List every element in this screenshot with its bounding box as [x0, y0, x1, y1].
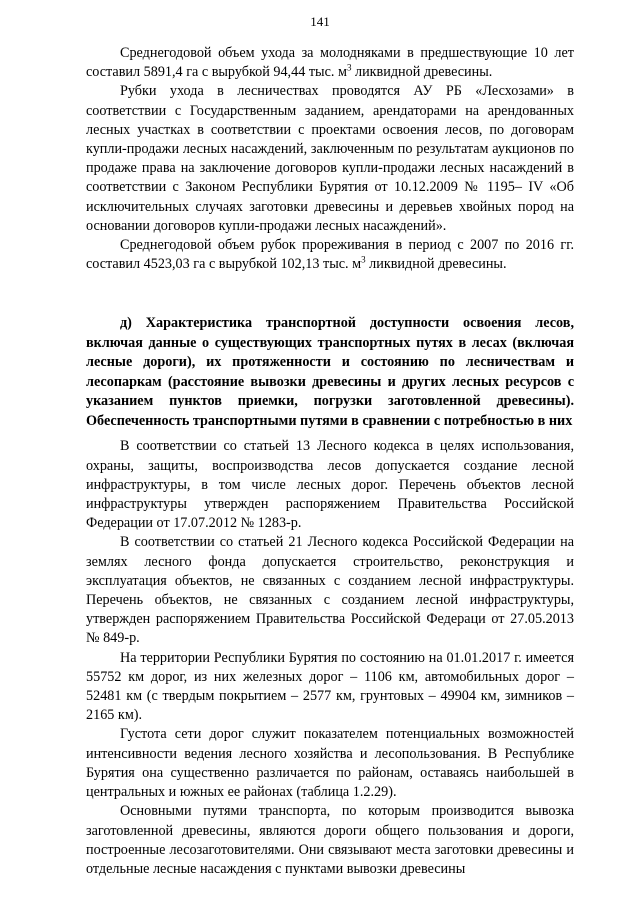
paragraph-text: ликвидной древесины.	[365, 256, 507, 273]
superscript: 3	[361, 254, 366, 265]
paragraph-text: Среднегодовой объем рубок прореживания в период с 2007 по 2016 гг. составил 4523,03 га с вырубкой 102,13 тыс. м	[86, 237, 574, 273]
section-heading: д) Характеристика транспортной доступности освоения лесов, включая данные о существующих транспортных путях в лесах (включая лесные дороги), их протяженности и состоянию по лесничествам и лесопаркам (расстояние вывозки древесины и других лесных ресурсов с указанием пунктов приемки, погрузки заготовленной древесины). Обеспеченность транспортными путями в сравнении с потребностью в них	[86, 315, 574, 429]
page-number: 141	[310, 14, 330, 29]
paragraph-thinning-volume	[86, 236, 574, 274]
page-content	[86, 44, 574, 879]
paragraph-text: Среднегодовой объем ухода за молодняками в предшествующие 10 лет составил 5891,4 га с вырубкой 94,44 тыс. м	[86, 45, 574, 81]
paragraph-road-statistics: На территории Республики Бурятия по состоянию на 01.01.2017 г. имеется 55752 км дорог, из них железных дорог – 1106 км, автомобильных дорог – 52481 км (с твердым покрытием – 2577 км, грунтовых – 49904 км, зимников – 2165 км).	[86, 649, 574, 724]
paragraph-transport-routes: Основными путями транспорта, по которым производится вывозка заготовленной древесины, являются дороги общего пользования и дороги, построенные лесозаготовителями. Они связывают места заготовки древесины и отдельные лесные насаждения с пунктами вывозки древесины	[86, 803, 574, 877]
paragraph-text: ликвидной древесины.	[351, 64, 493, 81]
paragraph-youth-care-volume	[86, 44, 574, 82]
paragraph-care-cuttings: Рубки ухода в лесничествах проводятся АУ РБ «Лесхозами» в соответствии с Государственным заданием, арендаторами на арендованных лесных участках в соответствии с проектами освоения лесов, по договорам купли-продажи лесных насаждений, заключенным по результатам аукционов по продаже права на заключение договоров купли-продажи лесных насаждений в соответствии с Законом Республики Бурятия от 10.12.2009 № 1195– IV «Об исключительных случаях заготовки древесины и деревьев хвойных пород на основании договоров купли-продажи лесных насаждений».	[86, 83, 574, 234]
paragraph-forest-code-article-21: В соответствии со статьей 21 Лесного кодекса Российской Федерации на землях лесного фонда допускается строительство, реконструкция и эксплуатация объектов, не связанных с созданием лесной инфраструктуры. Перечень объектов, не связанных с созданием лесной инфраструктуры, утвержден распоряжением Правительства Российской Федераци от 27.05.2013 № 849-р.	[86, 534, 574, 647]
paragraph-road-density: Густота сети дорог служит показателем потенциальных возможностей интенсивности ведения лесного хозяйства и лесопользования. В Республике Бурятия она существенно различается по районам, оставаясь наибольшей в центральных и южных ее районах (таблица 1.2.29).	[86, 726, 574, 801]
superscript: 3	[346, 62, 352, 73]
paragraph-forest-code-article-13: В соответствии со статьей 13 Лесного кодекса в целях использования, охраны, защиты, воспроизводства лесов допускается создание лесной инфраструктуры, в том числе лесных дорог. Перечень объектов лесной инфраструктуры утвержден распоряжением Правительства Российской Федерации от 17.07.2012 № 1283-р.	[86, 438, 574, 532]
